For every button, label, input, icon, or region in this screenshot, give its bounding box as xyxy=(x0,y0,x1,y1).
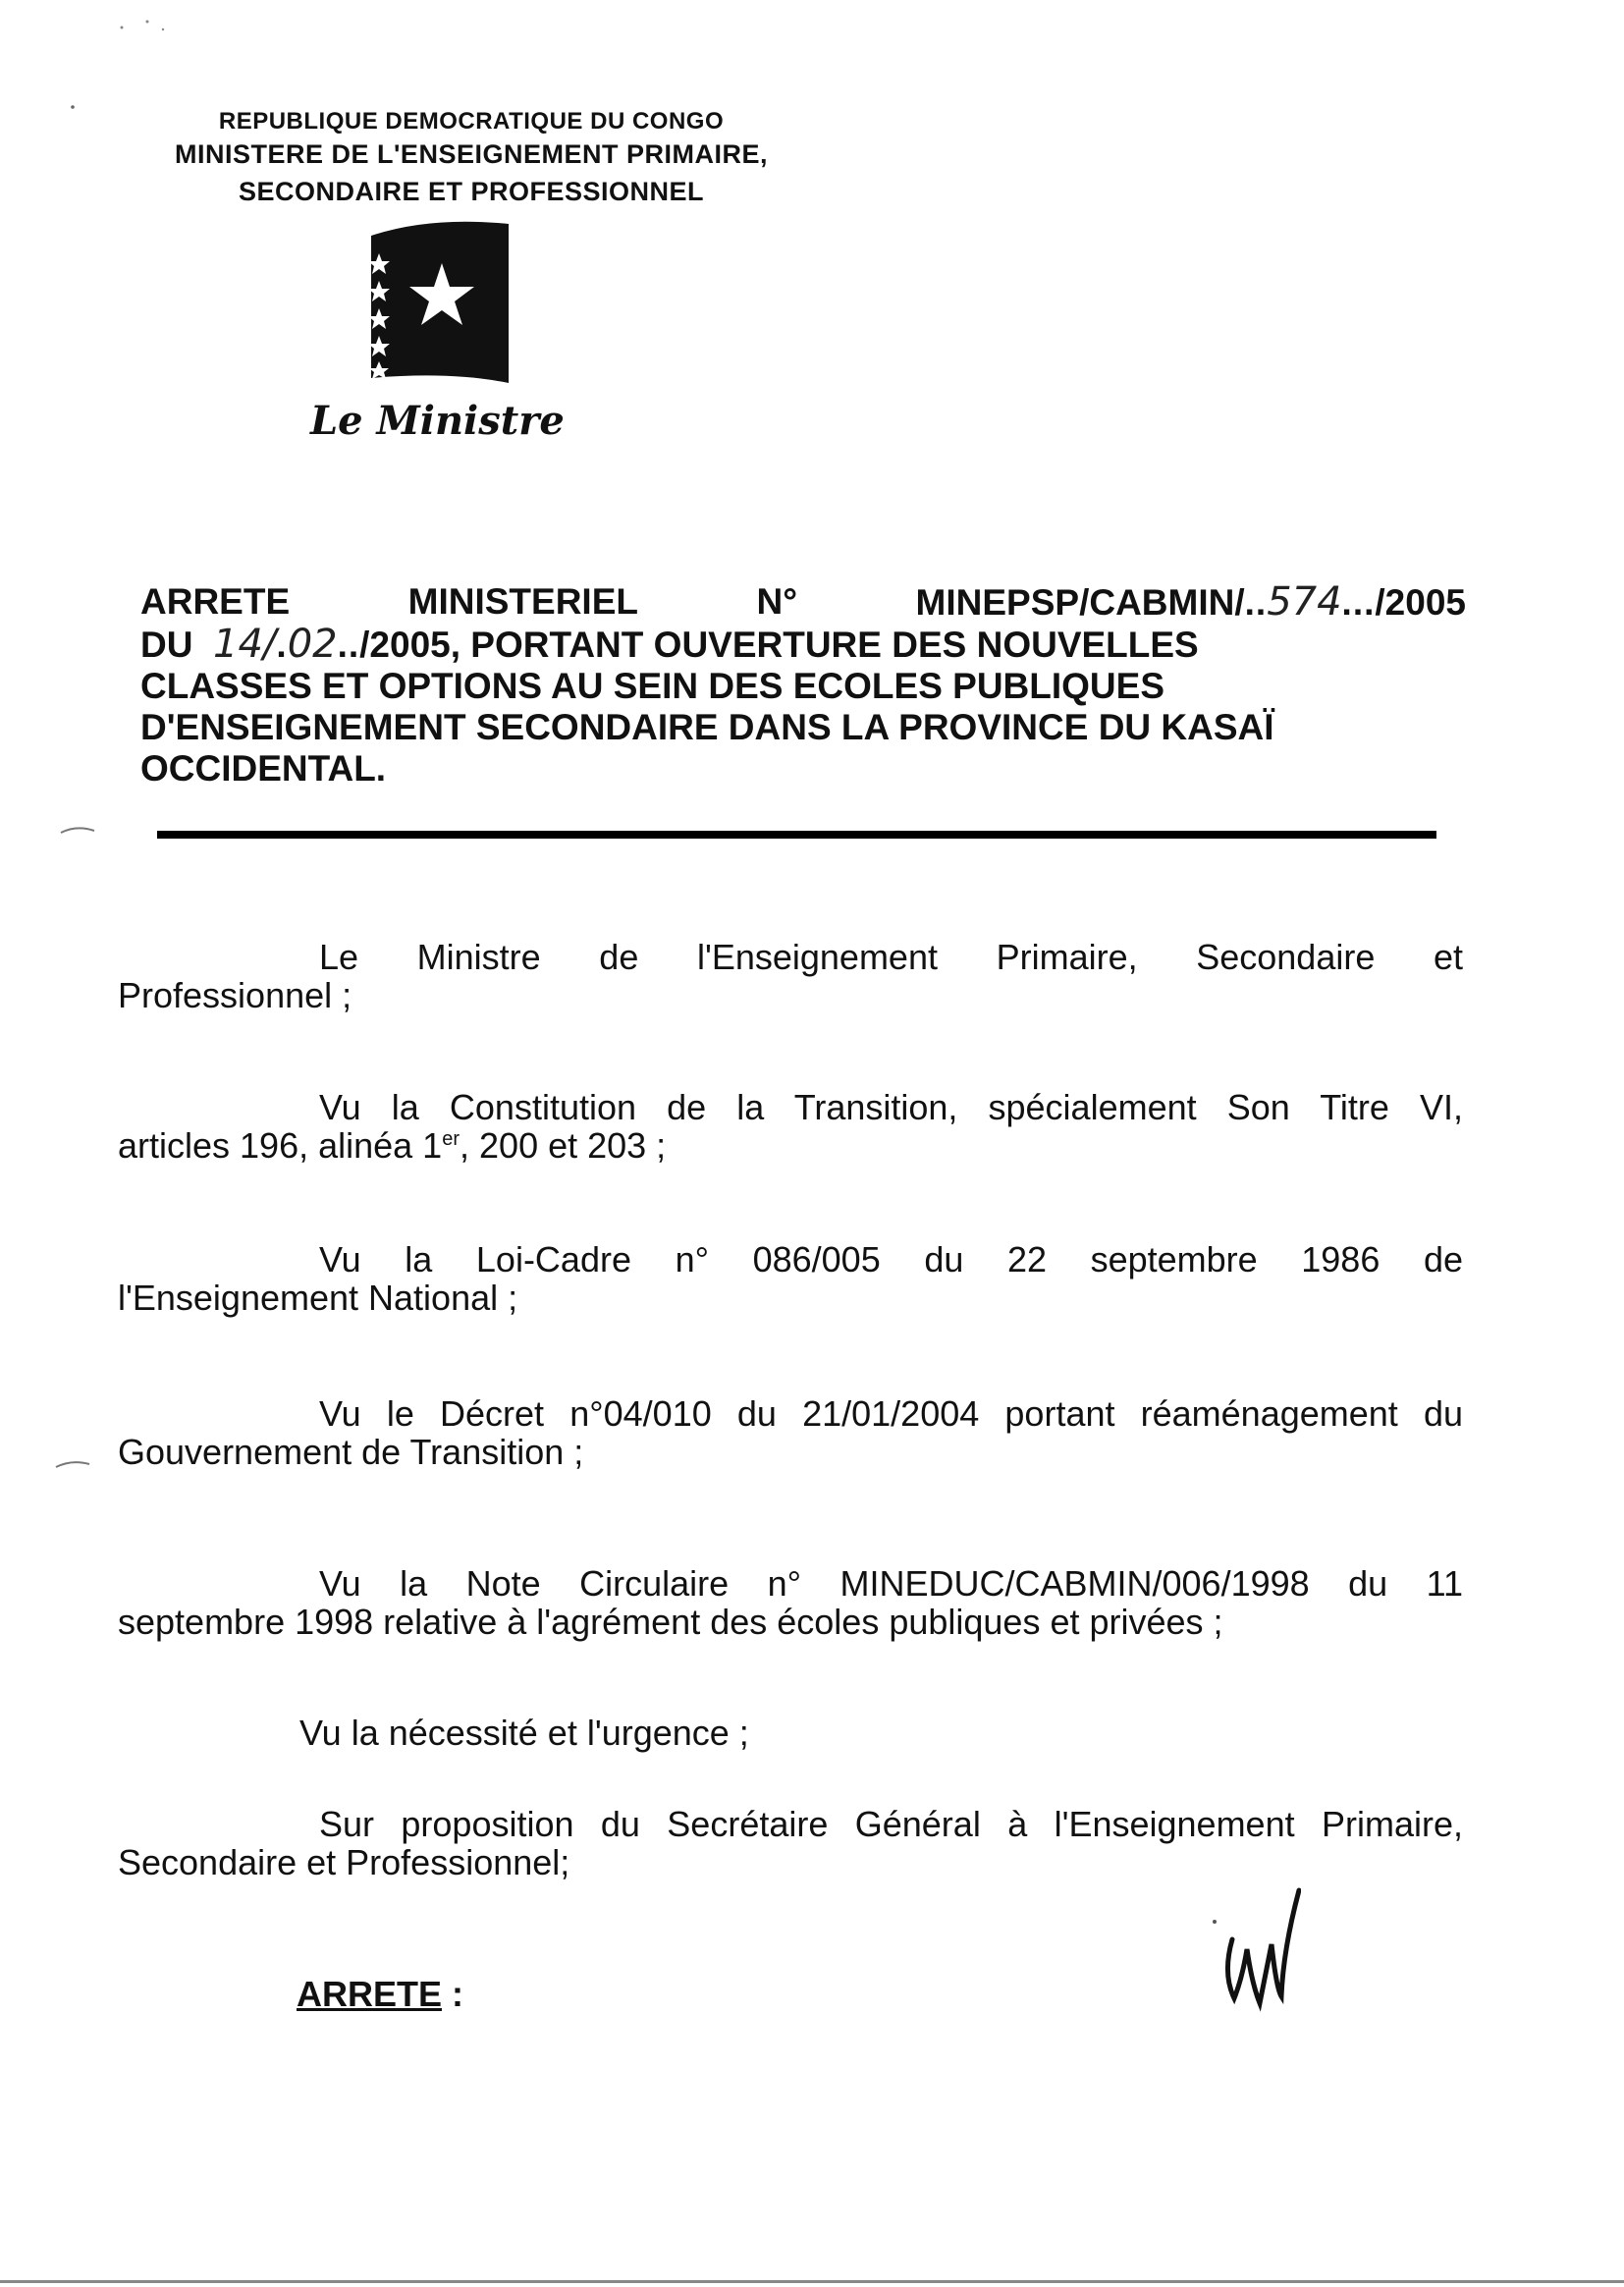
scan-speck-icon xyxy=(54,1458,93,1470)
decree-line-5: OCCIDENTAL. xyxy=(140,748,387,789)
decree-word-du: DU xyxy=(140,625,193,665)
preamble-note-circulaire xyxy=(118,1564,1463,1641)
decree-line-3 xyxy=(140,666,1466,707)
header-ministry: MINISTERE DE L'ENSEIGNEMENT PRIMAIRE, xyxy=(175,139,768,169)
preamble-proposition-line-1: Sur proposition du Secrétaire Général à l'Enseignement Primaire, xyxy=(319,1804,1463,1844)
scan-bottom-edge xyxy=(0,2280,1624,2283)
preamble-minister xyxy=(118,938,1463,1014)
preamble-decret xyxy=(118,1394,1463,1471)
preamble-loi-cadre-line-1: Vu la Loi-Cadre n° 086/005 du 22 septembre 1986 de xyxy=(319,1239,1463,1280)
handwritten-ref-number: 574 xyxy=(1267,579,1342,625)
decree-reference: MINEPSP/CABMIN/..574.../2005 xyxy=(915,579,1466,625)
preamble-constitution xyxy=(118,1088,1463,1165)
signature-initials-icon xyxy=(1213,1880,1301,2018)
decree-line-4 xyxy=(140,707,1466,748)
decree-title xyxy=(140,581,1466,790)
title-underline-rule xyxy=(157,831,1436,839)
decree-word-arrete: ARRETE xyxy=(140,581,291,622)
preamble-note-line-2: septembre 1998 relative à l'agrément des écoles publiques et privées ; xyxy=(118,1602,1223,1642)
preamble-proposition xyxy=(118,1805,1463,1881)
scan-speck-icon xyxy=(69,103,77,111)
preamble-decret-line-1: Vu le Décret n°04/010 du 21/01/2004 portant réaménagement du xyxy=(319,1393,1463,1434)
preamble-loi-cadre xyxy=(118,1240,1463,1317)
minister-title: Le Ministre xyxy=(310,398,565,444)
preamble-minister-line-2: Professionnel ; xyxy=(118,975,352,1015)
handwritten-date-day: 14 xyxy=(213,622,263,667)
handwritten-date-month: 02 xyxy=(287,622,338,667)
preamble-constitution-line-1: Vu la Constitution de la Transition, spécialement Son Titre VI, xyxy=(319,1087,1463,1127)
preamble-decret-line-2: Gouvernement de Transition ; xyxy=(118,1432,584,1472)
decree-line-1 xyxy=(140,581,1466,624)
decree-word-ministeriel: MINISTERIEL xyxy=(407,581,638,622)
decree-line-4-text: D'ENSEIGNEMENT SECONDAIRE DANS LA PROVINCE DU KASAÏ xyxy=(140,707,1274,747)
preamble-constitution-line-2: articles 196, alinéa 1er, 200 et 203 ; xyxy=(118,1125,667,1166)
header-ministry-cont: SECONDAIRE ET PROFESSIONNEL xyxy=(238,177,705,206)
drc-flag-emblem-icon xyxy=(361,216,518,388)
decree-line-3-text: CLASSES ET OPTIONS AU SEIN DES ECOLES PUBLIQUES xyxy=(140,666,1165,706)
scan-speck-icon xyxy=(59,825,98,837)
preamble-note-line-1: Vu la Note Circulaire n° MINEDUC/CABMIN/006/1998 du 11 xyxy=(319,1563,1463,1604)
preamble-urgence: Vu la nécessité et l'urgence ; xyxy=(299,1713,749,1753)
preamble-loi-cadre-line-2: l'Enseignement National ; xyxy=(118,1278,518,1318)
decree-line-2: DU 14/.02../2005, PORTANT OUVERTURE DES NOUVELLES xyxy=(140,622,1199,667)
header-republic: REPUBLIQUE DEMOCRATIQUE DU CONGO xyxy=(218,108,725,135)
preamble-minister-line-1: Le Ministre de l'Enseignement Primaire, Secondaire et xyxy=(319,937,1463,977)
arrete-heading: ARRETE : xyxy=(297,1974,464,2014)
decree-word-number: N° xyxy=(756,581,798,622)
scan-speck-icon xyxy=(118,18,167,33)
preamble-proposition-line-2: Secondaire et Professionnel; xyxy=(118,1842,570,1882)
decree-line-2-rest: /2005, PORTANT OUVERTURE DES NOUVELLES xyxy=(359,625,1199,665)
